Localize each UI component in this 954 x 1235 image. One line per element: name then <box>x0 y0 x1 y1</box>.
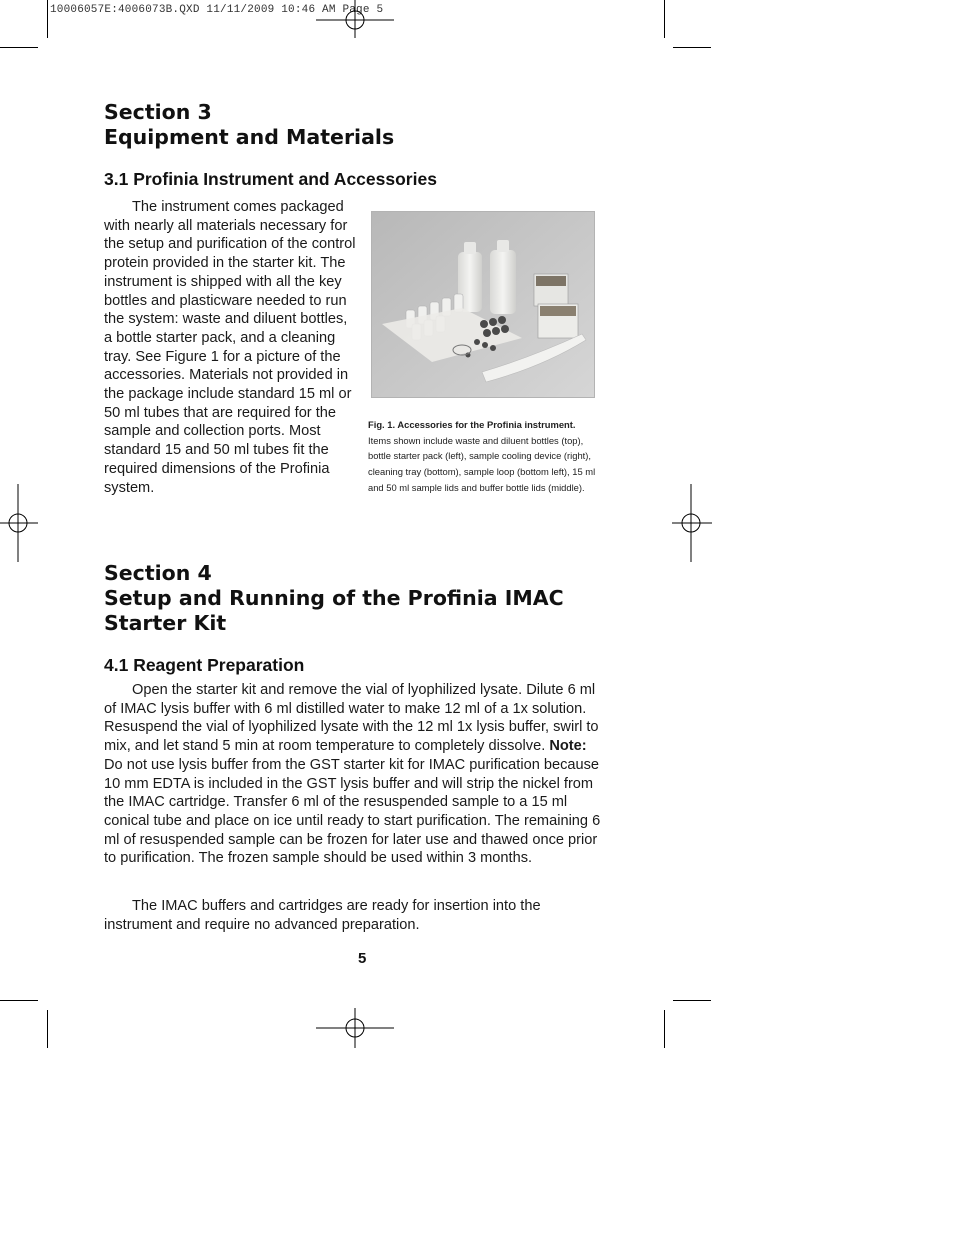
registration-mark-bottom <box>316 1008 394 1048</box>
crop-mark-bottom-left-horizontal <box>0 1000 38 1001</box>
crop-mark-bottom-right-horizontal <box>673 1000 711 1001</box>
section-4-1-paragraph-1 <box>104 681 609 868</box>
note-label: Note: <box>549 738 587 755</box>
section-3-1-heading: 3.1 Profinia Instrument and Accessories <box>104 169 437 189</box>
crop-mark-bottom-left-vertical <box>47 1010 48 1048</box>
section-4-1-paragraph-2 <box>104 897 609 934</box>
section-3-heading-line1: Section 3 <box>104 100 212 124</box>
section-4-1-paragraph-2-text: The IMAC buffers and cartridges are ready for insertion into the instrument and require no advanced preparation. <box>104 898 541 933</box>
section-4-heading-line2: Setup and Running of the Profinia IMAC <box>104 586 564 610</box>
registration-mark-top <box>316 0 394 38</box>
section-4-heading-line1: Section 4 <box>104 561 212 585</box>
section-4-1-heading: 4.1 Reagent Preparation <box>104 655 305 675</box>
figure-1-accessories-photo <box>371 211 595 398</box>
figure-1-caption-text: Items shown include waste and diluent bottles (top), bottle starter pack (left), sample cooling device (right), cleaning tray (bottom), sample loop (bottom left), 15 ml and 50 ml sample lids and buffer bottle lids (middle). <box>368 434 596 493</box>
registration-mark-left <box>0 484 38 562</box>
section-4-heading-line3: Starter Kit <box>104 611 227 635</box>
section-3-1-paragraph-text: The instrument comes packaged with nearly all materials necessary for the setup and purification of the control protein provided in the starter kit. The instrument is shipped with all the key bottles and plasticware needed to run the system: waste and diluent bottles, a bottle starter pack, and a cleaning tray. See Figure 1 for a picture of the accessories. Materials not provided in the package include standard 15 ml or 50 ml tubes that are required for the sample and collection ports. Most standard 15 and 50 ml tubes fit the required dimensions of the Profinia system. <box>104 199 356 496</box>
slug-line: 10006057E:4006073B.QXD 11/11/2009 10:46 AM Page 5 <box>50 4 384 16</box>
section-4-heading <box>104 561 564 636</box>
crop-mark-top-right-horizontal <box>673 47 711 48</box>
section-3-1-paragraph <box>104 198 356 497</box>
section-3-heading-line2: Equipment and Materials <box>104 125 395 149</box>
crop-mark-top-left-vertical <box>47 0 48 38</box>
section-3-heading <box>104 100 394 150</box>
registration-mark-right <box>672 484 712 562</box>
section-4-1-paragraph-1-text-b: Do not use lysis buffer from the GST starter kit for IMAC purification because 10 mm EDTA is included in the GST lysis buffer and will strip the nickel from the IMAC cartridge. Transfer 6 ml of the resuspended sample to a 15 ml conical tube and place on ice until ready to start purification. The remaining 6 ml of resuspended sample can be frozen for later use and thawed once prior to purification. The frozen sample should be used within 3 months. <box>104 756 601 867</box>
figure-1-caption-title: Fig. 1. Accessories for the Profinia instrument. <box>368 419 576 430</box>
page-number: 5 <box>358 950 367 967</box>
crop-mark-top-left-horizontal <box>0 47 38 48</box>
crop-mark-top-right-vertical <box>664 0 665 38</box>
section-4-1-paragraph-1-text-a: Open the starter kit and remove the vial of lyophilized lysate. Dilute 6 ml of IMAC lysis buffer with 6 ml distilled water to make 12 ml of a 1x solution. Resuspend the vial of lyophilized lysate with the 12 ml 1x lysis buffer, swirl to mix, and let stand 5 min at room temperature to completely dissolve. <box>104 682 599 755</box>
crop-mark-bottom-right-vertical <box>664 1010 665 1048</box>
figure-1-caption <box>368 417 608 496</box>
